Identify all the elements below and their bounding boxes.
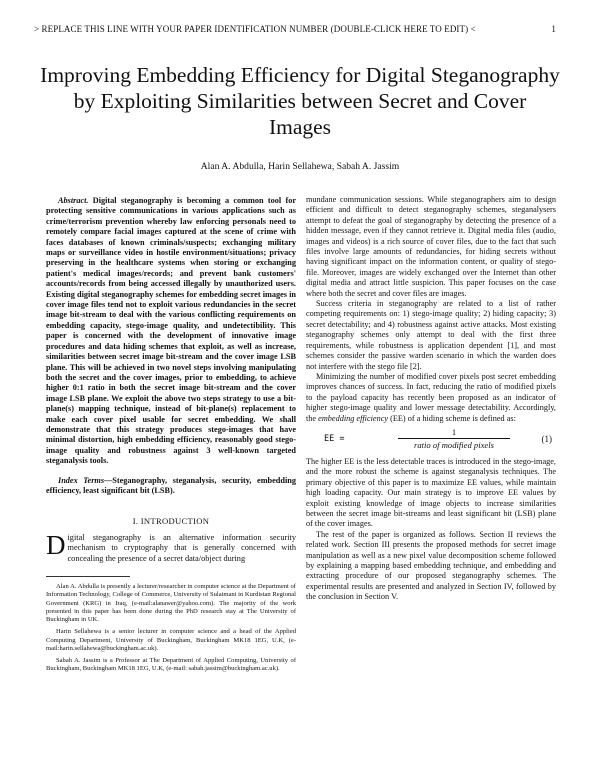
abstract-text: Digital steganography is becoming a common tool for protecting sensitive communications in various applications such as crime/terrorism prevention whereby law enforcing personals need to remotely compare facial images captured at the scene of crime with faces databases of known criminals/suspects; exchanging military maps or surveillance video in hostile environment/situations; privacy preserving in the healthcare systems when storing or exchanging patient's medical images/records; and prevent bank customers' accounts/records from being accessed illegally by unauthorized users. Existing digital steganography schemes for embedding secret images in cover image files tend not to exploit various redundancies in the secret image bit-stream to deal with the various conflicting requirements on embedding capacity, stego-image quality, and undetectibility. This paper is concerned with the development of innovative image procedures and data hiding schemes that exploit, as well as increase, similarities between secret image bit-stream and the cover image LSB plane. This will be achieved in two novel steps involving manipulating both the secret and the cover images, prior to embedding, to achieve higher 0:1 ratio in both the secret image bit-stream and the cover image LSB plane. We exploit the above two steps strategy to use a bit-plane(s) mapping technique, instead of bit-plane(s) replacement to make each cover pixel usable for secret embedding. We shall demonstrate that this strategy produces stego-images that have minimal distortion, high embedding efficiency, reasonably good stego-image quality and robustness against 3 well-known targeted steganalysis tools.: [46, 196, 296, 466]
equation-numerator: 1: [398, 427, 510, 439]
section-heading-introduction: I. INTRODUCTION: [132, 516, 210, 527]
running-head-text: > REPLACE THIS LINE WITH YOUR PAPER IDENTIFICATION NUMBER (DOUBLE-CLICK HERE TO EDIT) <: [34, 24, 476, 34]
index-terms-text: —Steganography, steganalysis, security, embedding efficiency, least significant bit (LSB).: [46, 475, 296, 495]
footnote-author-3: Sabah A. Jassim is a Professor at The Department of Applied Computing, University of Buckingham, Buckingham MK18 1EG, U.K, (e-mail: sabah.jassim@buckingham.ac.uk).: [46, 656, 296, 673]
abstract-label: Abstract.: [58, 196, 89, 205]
equation-fraction: [398, 427, 510, 451]
right-column: [306, 195, 556, 603]
paragraph-3-start: Minimizing the number of modified cover pixels post secret embedding improves chances of success. In fact, reducing the ratio of modified pixels to the payload capacity has recently been proposed as an indicator of higher stego-image quality and lower message detectability. Accordingly, the: [306, 371, 556, 423]
paragraph-4: The higher EE is the less detectable traces is introduced in the stego-image, and the more robust the scheme is against steganalysis techniques. The primary objective of this paper is to maximize EE values, while maintain high loading capacity. Our main strategy is to improve EE values by exploit existing knowledge of image objects to increase similarities between the secret image bit-streams and least significant bit (LSB) plane of the cover images.: [306, 456, 556, 529]
equation-number: (1): [541, 433, 552, 444]
index-terms-label: Index Terms: [58, 475, 105, 485]
page-number: 1: [551, 24, 556, 34]
embedding-efficiency-term: embedding efficiency: [318, 413, 389, 423]
abstract: [46, 196, 296, 467]
paragraph-3: [306, 372, 556, 424]
index-terms: [46, 476, 296, 497]
running-header: [34, 24, 556, 34]
introduction-text: igital steganography is an alternative information security mechanism to cryptography that is generally concerned with concealing the presence of a secret data/object during: [67, 532, 296, 563]
equation-lhs: EE =: [324, 433, 345, 444]
paragraph-5: The rest of the paper is organized as follows. Section II reviews the related work. Section III presents the proposed methods for secret image manipulation as well as a new pixel value decomposition scheme followed by explaining a mapping based embedding technique, and embedding and extracting procedure of our proposed steganography schemes. The experimental results are presented and analyzed in Section IV, followed by the conclusion in Section V.: [306, 529, 556, 602]
paragraph-2: Success criteria in steganography are related to a list of rather competing requirements on: 1) stego-image quality; 2) hiding capacity; 3) secret detectability; and 4) robustness against active attacks. Most existing steganography schemes only attempt to deal with the first three requirements, while robustness is application dependent [1], and most schemes consider the passive warden scenario in which the warden does not interfere with the stego file [2].: [306, 299, 556, 371]
paragraph-1: mundane communication sessions. While steganographers aim to design efficient and difficult to detect steganography schemes, steganalysers attempt to defeat the goal of steganography by detecting the presence of a hidden message, even if they cannot retrieve it. Digital media files (audio, images and videos) is a rich source of cover files, due to the fact that such files involve large amounts of redundancies, for hiding secrets without having significant impact on the information content, or quality of stego-file. Moreover, images are widely exchanged over the Internet than other digital media and attract little suspicion. This paper focuses on the case where both the secret and cover files are images.: [306, 195, 556, 298]
paragraph-3-end: (EE) of a hiding scheme is defined as:: [388, 413, 516, 423]
footnote-author-2: Harin Sellahewa is a senior lecturer in computer science and a head of the Applied Computing Department, University of Buckingham, Buckingham MK18 1EG, U.K, (e-mail:harin.sellahewa@buckingham.ac.uk).: [46, 628, 296, 652]
paper-title: Improving Embedding Efficiency for Digital Steganography by Exploiting Similarities between Secret and Cover Images: [40, 63, 560, 139]
equation-denominator: ratio of modified pixels: [414, 440, 494, 451]
drop-cap: D: [46, 529, 66, 560]
introduction-paragraph: [46, 529, 296, 565]
left-column: [46, 196, 296, 677]
author-list: Alan A. Abdulla, Harin Sellahewa, Sabah A. Jassim: [200, 161, 400, 172]
equation-1: [306, 427, 556, 453]
footnote-author-1: Alan A. Abdulla is presently a lecturer/researcher in computer science at the Department of Information Technology, College of Commerce, University of Sulaimani in Kurdistan Regional Government (KRG) in Iraq, (e-mail:alanawer@yahoo.com). The majority of the work presented in this paper has been done during the PhD research stay at The University of Buckingham in UK.: [46, 583, 296, 624]
footnote-divider: [46, 576, 130, 577]
